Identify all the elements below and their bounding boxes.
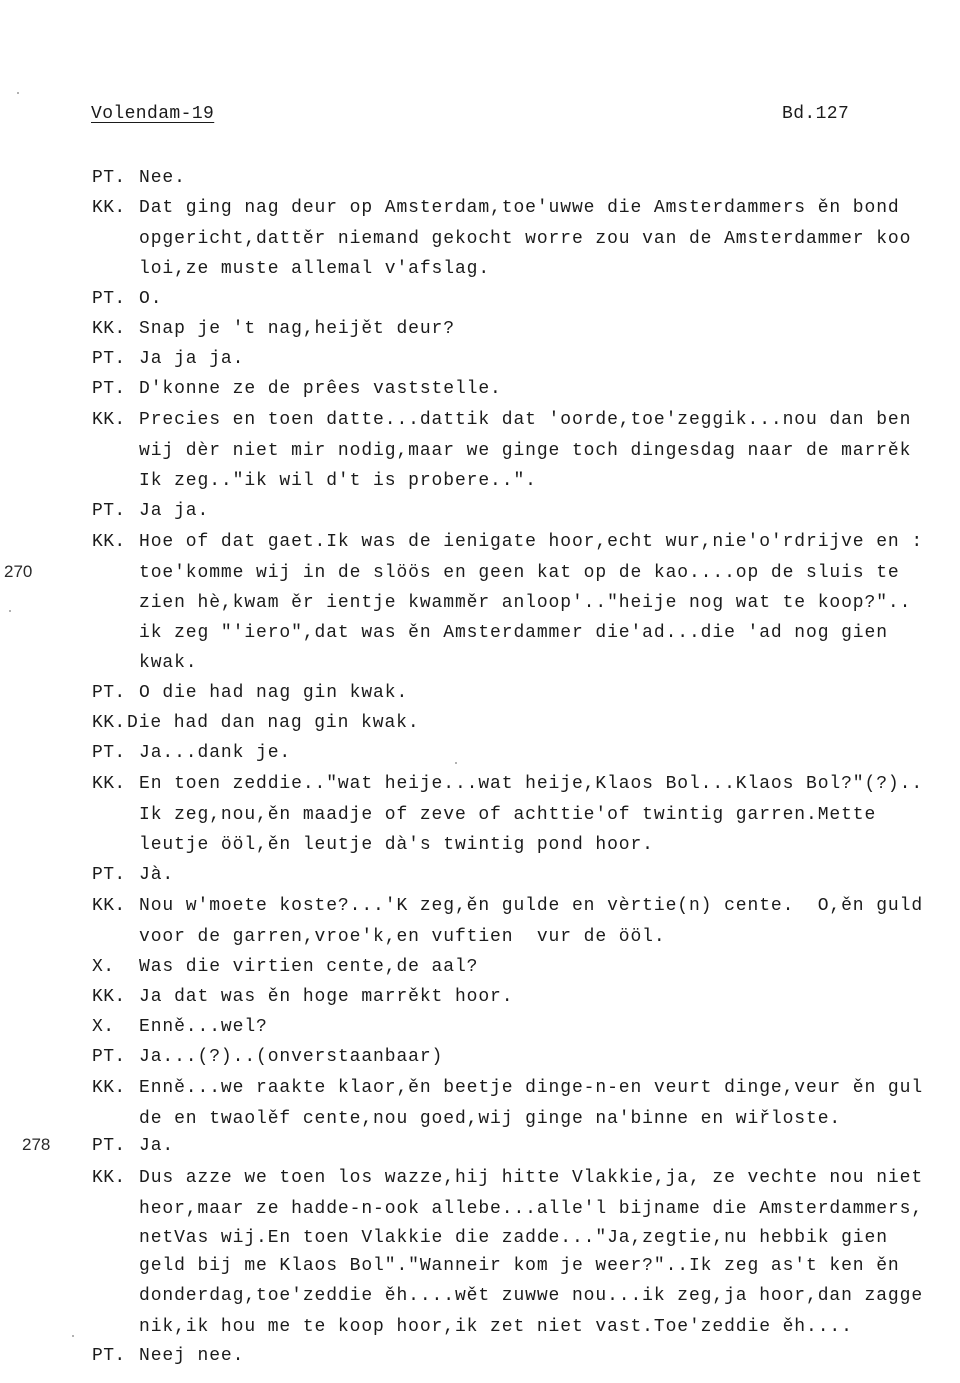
- speaker-label: KK.: [92, 774, 126, 794]
- transcript-line: donderdag,toe'zeddie ěh....wět zuwwe nou...ik zeg,ja hoor,dan zagge: [139, 1286, 924, 1306]
- transcript-line: voor de garren,vroe'k,en vuftien vur de ööl.: [139, 927, 666, 947]
- speaker-label: KK.: [92, 1078, 126, 1098]
- transcript-line: En toen zeddie.."wat heije...wat heije,Klaos Bol...Klaos Bol?"(?)..: [139, 774, 924, 794]
- speaker-label: KK.: [92, 896, 126, 916]
- transcript-line: opgericht,dattěr niemand gekocht worre zou van de Amsterdammer koo: [139, 229, 912, 249]
- transcript-line: D'konne ze de prêes vaststelle.: [139, 379, 502, 399]
- transcript-line: O.: [139, 289, 163, 309]
- speaker-label: X.: [92, 957, 115, 977]
- speaker-label: PT.: [92, 1136, 126, 1156]
- transcript-line: Nee.: [139, 168, 186, 188]
- margin-line-number-278: 278: [22, 1135, 51, 1154]
- transcript-line: geld bij me Klaos Bol"."Wanneir kom je weer?"..Ik zeg as't ken ěn: [139, 1256, 900, 1276]
- transcript-line: Ja ja ja.: [139, 349, 245, 369]
- paper-speck: [9, 610, 11, 612]
- speaker-label: X.: [92, 1017, 115, 1037]
- transcript-line: Jà.: [139, 865, 175, 885]
- transcript-line: zien hè,kwam ěr ientje kwamměr anloop'.."heije nog wat te koop?"..: [139, 593, 912, 613]
- transcript-line: Hoe of dat gaet.Ik was de ienigate hoor,echt wur,nie'o'rdrijve en :: [139, 532, 924, 552]
- transcript-line: heor,maar ze hadde-n-ook allebe...alle'l bijname die Amsterdammers,: [139, 1199, 924, 1219]
- transcript-line: kwak.: [139, 653, 198, 673]
- transcript-line: Snap je 't nag,heijět deur?: [139, 319, 455, 339]
- speaker-label: KK.: [92, 987, 126, 1007]
- margin-line-number-270: 270: [4, 562, 33, 581]
- page-reference: Bd.127: [782, 104, 850, 124]
- transcript-line: Neej nee.: [139, 1346, 245, 1366]
- speaker-label: PT.: [92, 349, 126, 369]
- speaker-label: KK.: [92, 198, 126, 218]
- transcript-line: Ja.: [139, 1136, 175, 1156]
- transcript-line: toe'komme wij in de slöös en geen kat op de kao....op de sluis te: [139, 563, 900, 583]
- speaker-label: PT.: [92, 289, 126, 309]
- paper-speck: [72, 1335, 74, 1337]
- transcript-line: de en twaolěf cente,nou goed,wij ginge na'binne en wiřloste.: [139, 1109, 842, 1129]
- transcript-line: Dus azze we toen los wazze,hij hitte Vlakkie,ja, ze vechte nou niet: [139, 1168, 924, 1188]
- speaker-label: PT.: [92, 683, 126, 703]
- speaker-label: KK.: [92, 319, 126, 339]
- speaker-label: PT.: [92, 743, 126, 763]
- transcript-line: leutje ööl,ěn leutje dà's twintig pond hoor.: [139, 835, 654, 855]
- paper-speck: [17, 92, 19, 94]
- speaker-label: PT.: [92, 501, 126, 521]
- transcript-line: O die had nag gin kwak.: [139, 683, 409, 703]
- speaker-label: KK.: [92, 713, 126, 733]
- transcript-line: Nou w'moete koste?...'K zeg,ěn gulde en vèrtie(n) cente. O,ěn guld: [139, 896, 924, 916]
- speaker-label: PT.: [92, 865, 126, 885]
- transcript-line: Dat ging nag deur op Amsterdam,toe'uwwe die Amsterdammers ěn bond: [139, 198, 900, 218]
- speaker-label: PT.: [92, 379, 126, 399]
- speaker-label: KK.: [92, 1168, 126, 1188]
- transcript-line: ik zeg "'iero",dat was ěn Amsterdammer die'ad...die 'ad nog gien: [139, 623, 888, 643]
- transcript-line: wij dèr niet mir nodig,maar we ginge toch dingesdag naar de marrěk: [139, 441, 912, 461]
- speaker-label: PT.: [92, 1346, 126, 1366]
- speaker-label: PT.: [92, 1047, 126, 1067]
- transcript-line: Ja...(?)..(onverstaanbaar): [139, 1047, 444, 1067]
- speaker-label: KK.: [92, 410, 126, 430]
- document-title: Volendam-19: [91, 104, 215, 124]
- speaker-label: PT.: [92, 168, 126, 188]
- transcript-line: Ja ja.: [139, 501, 210, 521]
- transcript-line: Was die virtien cente,de aal?: [139, 957, 479, 977]
- transcript-line: Ja...dank je.: [139, 743, 292, 763]
- transcript-line: nik,ik hou me te koop hoor,ik zet niet vast.Toe'zeddie ěh....: [139, 1317, 853, 1337]
- paper-speck: [455, 762, 457, 764]
- transcript-line: loi,ze muste allemal v'afslag.: [139, 259, 491, 279]
- transcript-line: Enně...we raakte klaor,ěn beetje dinge-n-en veurt dinge,veur ěn gul: [139, 1078, 924, 1098]
- transcript-line: Ik zeg,nou,ěn maadje of zeve of achttie'of twintig garren.Mette: [139, 805, 877, 825]
- transcript-line: Precies en toen datte...dattik dat 'oorde,toe'zeggik...nou dan ben: [139, 410, 912, 430]
- transcript-line: Die had dan nag gin kwak.: [127, 713, 420, 733]
- speaker-label: KK.: [92, 532, 126, 552]
- transcript-line: Ja dat was ěn hoge marrěkt hoor.: [139, 987, 514, 1007]
- transcript-line: netVas wij.En toen Vlakkie die zadde..."Ja,zegtie,nu hebbik gien: [139, 1228, 888, 1248]
- transcript-line: Enně...wel?: [139, 1017, 268, 1037]
- transcript-line: Ik zeg.."ik wil d't is probere..".: [139, 471, 537, 491]
